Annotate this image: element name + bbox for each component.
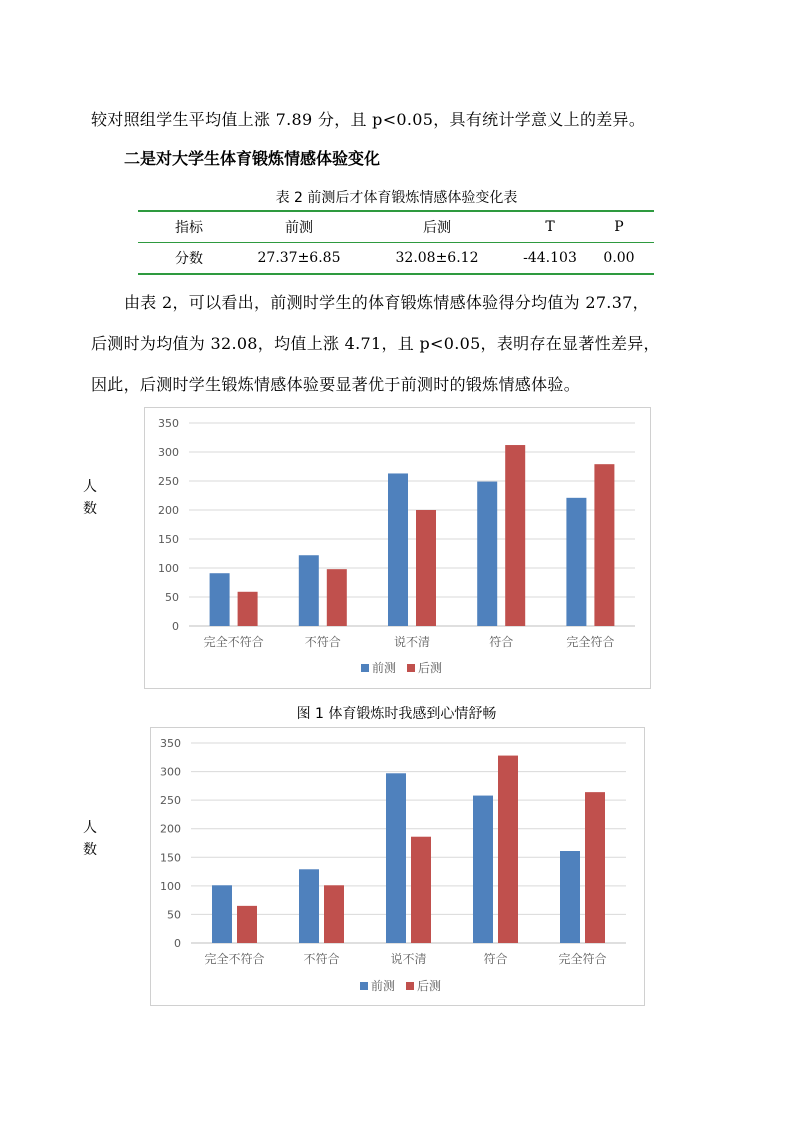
x-tick-label: 符合	[483, 952, 508, 966]
y-tick-label: 0	[174, 937, 181, 950]
x-tick-label: 完全符合	[558, 952, 607, 966]
y-tick-label: 300	[160, 765, 181, 779]
bar-pre	[212, 885, 232, 943]
bar-pre	[473, 796, 493, 943]
bar-post	[594, 464, 614, 626]
y-label-char: 人	[83, 820, 97, 836]
bar-post	[327, 569, 347, 626]
bar-pre	[299, 869, 319, 943]
bar-post	[416, 510, 436, 626]
table-header-row	[138, 211, 654, 243]
x-tick-label: 说不清	[393, 635, 431, 649]
legend-label: 前测	[371, 979, 396, 993]
table-cell: 27.37±6.85	[240, 243, 358, 275]
bar-pre	[477, 482, 497, 626]
x-tick-label: 不符合	[304, 635, 341, 649]
bar-pre	[386, 773, 406, 943]
x-tick-label: 说不清	[390, 952, 427, 966]
legend-swatch	[407, 664, 415, 672]
table-cell: 32.08±6.12	[358, 243, 516, 275]
header-cell: 后测	[358, 211, 516, 243]
chart-2-svg	[151, 728, 644, 1005]
y-tick-label: 100	[158, 562, 179, 575]
legend-swatch	[361, 664, 369, 672]
y-tick-label: 150	[160, 851, 181, 865]
y-tick-label: 250	[160, 794, 181, 808]
y-tick-label: 200	[160, 822, 181, 836]
chart-1-svg	[145, 408, 650, 688]
paragraph-1: 较对照组学生平均值上涨 7.89 分，且 p<0.05，具有统计学意义上的差异。	[91, 110, 646, 129]
bar-post	[505, 445, 525, 626]
bar-pre	[566, 498, 586, 626]
legend-label: 后测	[417, 979, 442, 993]
figure-1-caption: 图 1 体育锻炼时我感到心情舒畅	[296, 706, 497, 722]
header-cell: 前测	[240, 211, 358, 243]
chart1-y-axis-label	[82, 476, 98, 520]
header-cell: T	[516, 211, 584, 243]
bar-post	[498, 756, 518, 943]
chart-1	[144, 407, 651, 689]
bar-pre	[560, 851, 580, 943]
y-tick-label: 200	[158, 504, 179, 517]
y-label-char: 数	[83, 842, 97, 858]
chart-2	[150, 727, 645, 1006]
table-caption: 表 2 前测后才体育锻炼情感体验变化表	[275, 190, 518, 206]
table-cell: 分数	[138, 243, 240, 275]
y-tick-label: 150	[158, 533, 179, 546]
legend-label: 前测	[372, 661, 397, 675]
table-cell: 0.00	[584, 243, 654, 275]
x-tick-label: 完全不符合	[204, 952, 265, 966]
y-label-char: 人	[83, 479, 97, 495]
bar-post	[238, 592, 258, 626]
y-tick-label: 350	[160, 737, 181, 750]
bar-post	[237, 906, 257, 943]
y-tick-label: 0	[172, 620, 179, 633]
y-tick-label: 250	[158, 475, 179, 488]
x-tick-label: 完全符合	[566, 635, 615, 649]
section-heading: 二是对大学生体育锻炼情感体验变化	[124, 149, 381, 168]
x-tick-label: 完全不符合	[203, 635, 264, 649]
x-tick-label: 符合	[489, 635, 514, 649]
paragraph-2-line-2: 后测时为均值为 32.08，均值上涨 4.71，且 p<0.05，表明存在显著性差异，	[91, 334, 660, 353]
header-cell: P	[584, 211, 654, 243]
paragraph-2-line-3: 因此，后测时学生锻炼情感体验要显著优于前测时的锻炼情感体验。	[91, 375, 581, 394]
legend-label: 后测	[418, 661, 443, 675]
y-tick-label: 50	[165, 591, 179, 604]
table-row	[138, 243, 654, 275]
table-cell: -44.103	[516, 243, 584, 275]
chart2-y-axis-label	[82, 817, 98, 861]
data-table	[138, 210, 654, 275]
bar-pre	[388, 473, 408, 626]
header-cell: 指标	[138, 211, 240, 243]
y-label-char: 数	[83, 501, 97, 517]
y-tick-label: 50	[167, 908, 181, 922]
bar-post	[411, 837, 431, 943]
y-tick-label: 350	[158, 417, 179, 430]
bar-post	[324, 885, 344, 943]
legend-swatch	[406, 982, 414, 990]
y-tick-label: 100	[160, 879, 181, 893]
x-tick-label: 不符合	[303, 952, 340, 966]
y-tick-label: 300	[158, 446, 179, 459]
bar-pre	[210, 573, 230, 626]
legend-swatch	[360, 982, 368, 990]
bar-pre	[299, 555, 319, 626]
paragraph-2-line-1: 由表 2，可以看出，前测时学生的体育锻炼情感体验得分均值为 27.37，	[124, 293, 649, 312]
bar-post	[585, 792, 605, 943]
